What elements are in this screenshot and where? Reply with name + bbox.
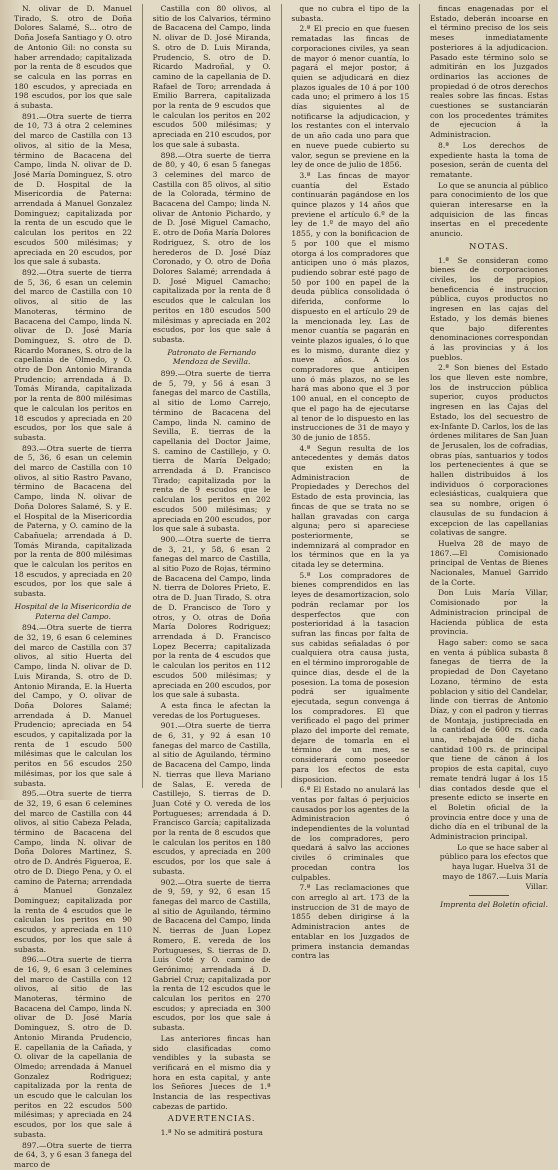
paragraph: 897.—Otra suerte de tierra de 64, 3, y 6 esan 3 fanega del marco de <box>14 1140 132 1169</box>
paragraph: 898.—Otra suerte de tierra de 80, y 40, 6 esan 5 fanegas 3 celemines del marco de Castilla con 85 olivos, al sitio de la Colorada, término de Bacacena del Campo; linda N. olivar de Antonio Pichardo, y de D. José Miguel Camacho, E. otro de Doña María Dolores Rodriguez, S. otro de los herederos de D. José Díaz Coronado, y O. otro de Doña Dolores Salamé; arrendada á D. José Miguel Camacho; capitalizada por la renta de 8 escudos que le calculan los peritos en 180 escudos 500 milésimas y apreciada en 202 escudos, por los que sale á subasta. <box>152 150 271 344</box>
paragraph: Don Luis María Villar, Comisionado por la Administracion principal de Hacienda pública de esta provincia. <box>430 588 548 637</box>
paragraph: 893.—Otra suerte de tierra de 5, 36, 6 esan un celemin del marco de Castilla con 10 olivos, al sitio Rastro Pavano, término de Bacacena del Campo, linda N. olivar de Doña Dolores Salamé, S. y E. el Hospital de la Misericordia de Paterna, y O. camino de la Cabañuela; arrendada á D. Tomás Miranda, capitalizada por la renta de 800 milésimas que le calculan los peritos en 18 escudos, y apreciada en 20 escudos, por los que sale á subasta. <box>14 443 132 599</box>
paragraph: N. olivar de D. Manuel Tirado, S. otro de Doña Dolores Salamé, S... otro de Doña Josefa Santiago y O. otro de Antonio Gil: no consta su haber arrendado; capitalizada por la renta de 8 escudos que se calcula en las porras en 180 escudos, y apreciada en 198 escudos, por los que sale á subasta. <box>14 4 132 111</box>
paragraph: 2.ª El precio en que fuesen rematadas las fincas de corporaciones civiles, ya sean de mayor ó menor cuantía, lo pagará el mejor postor, á quien se adjudicará en diez plazos iguales de 10 á por 100 cada uno; el primero á los 15 días siguientes al de notificarse la adjudicacion, y los restantes con el intervalo de un año cada uno para que en nueve puede cubierto su valor, segun se previene en la ley de once de julio de 1856. <box>291 24 410 170</box>
paragraph: 896.—Otra suerte de tierra de 16, 9, 6 esan 3 celemines del marco de Castilla con 12 olivos, al sitio de las Manoteras, término de Bacacena del Campo, linda N. olivar de D. José María Dominguez, S. otro de D. Antonio Miranda Prudencio, E. capellania de la Cañada, y O. olivar de la capellania de Olmedo; arrendada á Manuel Gonzalez Rodriguez; capitalizada por la renta de un escudo que le calculan los peritos en 22 escudos 500 milésimas; y apreciada en 24 escudos, por los que sale á subasta. <box>14 955 132 1139</box>
column-divider <box>281 4 282 788</box>
paragraph: Las anteriores fincas han sido clasificadas como vendibles y la subasta se verificará en el mismo dia y hora en esta capital, y ante los Señores Jueces de 1.ª Instancia de las respectivas cabezas de partido. <box>152 1033 271 1111</box>
paragraph: 2.ª Son bienes del Estado los que lleven este nombre, los de instruccion pública superior, cuyos productos ingresen en las Cajas del Estado, los del secuestro de ex-Infante D. Carlos, los de las órdenes militares de San Juan de Jerusalen, los de cofradias, obras pías, santuarios y todos los pertenecientes á que se hallen distribuidos á los individuos ó corporaciones eclesiásticas, cualquiera que sea su nombre, origen ó clausulas de su fundacion á excepcion de las capellanias colativas de sangre. <box>430 363 548 538</box>
column-2 <box>152 4 271 1138</box>
paragraph: 891.—Otra suerte de tierra de 10, 73 á otra 2 celemines del marco de Castilla con 13 olivos, al sitio de la Mesa, término de Bacacena del Campo, linda N. olivar de D. José María Dominguez, S. otro de D. Hospital de la Misericordia de Paterna: arrendada á Manuel Gonzalez Dominguez; capitalizada por la renta de un escudo que le calculan los peritos en 22 escudos 500 milésimas; y apreciada en 20 escudos, por los que sale á subasta. <box>14 111 132 267</box>
paragraph: 1.ª No se admitirá postura <box>160 1128 263 1138</box>
paragraph: 1.ª Se consideran como bienes de corporaciones civiles, los de propios, beneficencia é instruccion pública, cuyos productos no ingresen en las cajas del Estado, y los demás bienes que bajo diferentes denominaciones correspondan á las provincias y á los pueblos. <box>430 255 548 362</box>
paragraph: fincas enagenadas por el Estado, deberán incoarse en el término preciso de los seis meses inmediatamente posteriores á la adjudicacion. Pasado este término solo se admitirán en los Juzgados ordinarios las acciones de propiedad ó de otros derechos reales sobre las fincas. Estas cuestiones se sustanciarán con los procedentes trámites de ejecucion á la Administracion. <box>430 4 548 140</box>
paragraph: 892.—Otra suerte de tierra de 5, 36, 6 esan un celemin del marco de Castilla con 10 olivos, al sitio de las Manoteras, término de Bacacena del Campo, linda N. olivar de D. José María Dominguez, S. otro de D. Ricardo Moranes, S. otro de la capellania de Olmedo, y O. otro de Don Antonio Miranda Prudencio; arrendada á D. Tomás Miranda, capitalizada por la renta de 800 milésimas que le calculan los peritos en 18 escudos y apreciada en 20 escudos, por los que sale á subasta. <box>14 267 132 442</box>
printer-imprint: Imprenta del Boletin oficial. <box>440 900 548 910</box>
paragraph: 3.ª Las fincas de mayor cuantía del Estado continuarán pagándose en los quince plazos y 14 años que previene el artículo 6.º de la ley de 1.º de mayo del año 1855, y con la bonificacion de 5 por 100 que el mismo otorga á los compradores que anticipen uno ó más plazos, pudiendo sobrar esté pago de 50 por 100 en papel de la deuda pública consolidada ó diferida, conforme lo dispuesto en el artículo 29 de la mencionada ley. Las de menor cuantía se pagarán en veinte plazos iguales, ó lo que es lo mismo, durante diez y nueve años. A los compradores que anticipen uno ó más plazos, no se les hará mas abono que el 3 por 100 anual, en el concepto de que el pago ha de ejecutarse al tenor de lo dispuesto en las instrucciones de 31 de mayo y 30 de junio de 1855. <box>291 170 410 442</box>
column-4 <box>430 4 548 910</box>
section-title: Hospital de la Misericordia de Paterna del Campo. <box>14 601 132 621</box>
paragraph: 901.—Otra suerte de tierra de 6, 31, y 92 á esan 10 fanegas del marco de Castilla, al sitio de Aguilando, término de Bacacena del Campo, linda N. tierras que lleva Mariano de Salas, E. vereda de Castillejo, S. tierras de D. Juan Coté y O. vereda de los Portugueses; arrendada á D. Francisco García; capitalizada por la renta de 8 escudos que le calculan los peritos en 180 escudos, y apreciada en 200 escudos, por los que sale á subasta. <box>152 721 271 876</box>
paragraph: 6.ª El Estado no anulará las ventas por faltas ó perjuicios causados por los agentes de la Administracion ó independientes de la voluntad de los compradores, pero quedará á salvo las acciones civiles ó criminales que procedan contra los culpables. <box>291 785 410 882</box>
paragraph: 894.—Otra suerte de tierra de 32, 19, 6 esan 6 celemines del marco de Castilla con 37 olivos, al sitio Huerta del Campo, linda N. olivar de D. Luis Miranda, S. otro de D. Antonio Miranda, E. la Huerta del Campo, y O. olivar de Doña Dolores Salamé; arrendada á D. Manuel Prudencio; apreciada en 54 escudos, y capitalizada por la renta de 1 escudo 500 milésimas que le calculan los peritos en 56 escudos 250 milésimas, por los que sale á subasta. <box>14 623 132 788</box>
paragraph: Castilla con 80 olivos, al sitio de los Calvarios, término de Bacacena del Campo, linda N. olivar de D. José Miranda, S. otro de D. Luis Miranda, Prudencio, S. otro de D. Ricardo Madroñal, y O. camino de la capellania de D. Rafael de Toro; arrendada á Emilio Barrera, capitalizada por la renta de 9 escudos que le calculan los peritos en 202 escudos 500 milésimas; y apreciada en 210 escudos, por los que sale á subasta. <box>152 4 271 149</box>
text-columns <box>14 4 548 1169</box>
section-heading: ADVERTENCIAS. <box>167 1114 256 1125</box>
paragraph: 900.—Otra suerte de tierra de 3, 21, y 58, 6 esan 2 fanegas del marco de Castilla, al sitio Pozo de Rojas, término de Bacacena del Campo, linda N. tierra de Dolores Prieto, E. otra de D. Juan Tirado, S. otra de D. Francisco de Toro y otros, y O. otras de Doña María Dolores Rodriguez; arrendada á D. Francisco Lopez Becerra; capitalizada por la renta de 4 escudos que le calculan los peritos en 112 escudos 500 milésimas; y apreciada en 200 escudos, por los que sale á subasta. <box>152 534 271 700</box>
column-1 <box>14 4 132 1169</box>
paragraph: Hago saber: como se saca en venta á pública subasta 8 fanegas de tierra de la propiedad de Don Cayetano Lozano, término de esta poblacion y sitio del Candelar, linde con tierras de Antonio Díaz, y con el padron y tierras de Montaja, justipreciada en la cantidad de 600 rs. cada una, rebajada de dicha cantidad 100 rs. de principal que tiene de cánon á los propios de esta capital, cuyo remate tendrá lugar á los 15 dias contados desde que el presente edicto se inserte en el Boletin oficial de la provincia entre doce y una de dicho día en el tribunal de la Administracion principal. <box>430 638 548 842</box>
paragraph: Lo que se anuncia al público para conocimiento de los que quieran interesarse en la adquisicion de las fincas insertas en el precedente anuncio. <box>430 180 548 239</box>
paragraph: 895.—Otra suerte de tierra de 32, 19, 6 esan 6 celemines del marco de Castilla con 44 olivos, al sitio Cabeza Pelada, término de Bacacena del Campo, linda N. olivar de Doña Dolores Martinez, S. otro de D. Andrés Figueroa, E. otro de D. Diego Pena, y O. el camino de Paterna; arrendada á Manuel Gonzalez Dominguez; capitalizada por la renta de 4 escudos que le calculan los peritos en 90 escudos, y apreciada en 110 escudos, por los que sale á subasta. <box>14 789 132 954</box>
closing-paragraph: Lo que se hace saber al público para los efectos que haya lugar. Huelva 31 de mayo de 1867.—Luis María Villar. <box>439 842 548 891</box>
paragraph: 8.ª Los derechos de expediente hasta la toma de posesion, serán de cuenta del rematante. <box>430 140 548 179</box>
paragraph: 899.—Otra suerte de tierra de 5, 79, y 56 á esan 3 fanegas del marco de Castilla, al sitio de Lomo Carrejo, término de Bacacena del Campo, linda N. camino de Sevilla, E. tierras de la capellania del Doctor Jaime, S. camino de Castillejo, y O. tierra de María Delgado; arrendada á D. Francisco Tirado; capitalizada por la renta de 9 escudos que le calculan los peritos en 202 escudos 500 milésimas; y apreciada en 200 escudos, por los que sale á subasta. <box>152 369 271 534</box>
column-3 <box>291 4 410 961</box>
column-divider <box>419 4 420 788</box>
paragraph: 902.—Otra suerte de tierra de 9, 59, y 92, 6 esan 15 fanegas del marco de Castilla, al sitio de Aguilando, término de Bacacena del Campo, linda N. tierras de Juan Lopez Romero, E. vereda de los Portugueses, S. tierras de D. Luis Coté y O. camino de Gerónimo; arrendada á D. Gabriel Cruz; capitalizada por la renta de 12 escudos que le calculan los peritos en 270 escudos; y apreciada en 300 escudos, por los que sale á subasta. <box>152 877 271 1033</box>
paragraph: 7.ª Las reclamaciones que con arreglo al art. 173 de la instruccion de 31 de mayo de 1855 deben dirigirse á la Administracion antes de entablar en los Juzgados de primera instancia demandas contra las <box>291 883 410 961</box>
section-title: Patronato de Fernando Mendoza de Sevilla. <box>167 347 256 367</box>
footer-rule <box>469 895 509 896</box>
section-heading: NOTAS. <box>469 241 509 252</box>
paragraph: Huelva 28 de mayo de 1867.—El Comisionado principal de Ventas de Bienes Nacionales, Manuel Garrido de la Corte. <box>430 538 548 587</box>
paragraph: A esta finca le afectan la veredas de los Portugueses. <box>152 700 271 720</box>
paragraph: que no cubra el tipo de la subasta. <box>291 4 410 23</box>
column-divider <box>142 4 143 788</box>
paragraph: 5.ª Los compradores de bienes comprendidos en las leyes de desamortizacion, solo podrán reclamar por los desperfectos que con posterioridad á la tasacion sufran las fincas por falta de sus cabidas señaladas ó por cualquiera otra causa justa, en el término improrogable de quince dias, desde el de la posesion. La toma de posesion podrá ser igualmente ejecutada, segun convenga á los compradores. El que verificado el pago del primer plazo del importe del remate, dejare de tomarla en el término de un mes, se considerará como poseedor para los efectos de esta disposicion. <box>291 570 410 784</box>
paragraph: 4.ª Segun resulta de los antecedentes y demás datos que existen en la Administracion de Propiedades y Derechos del Estado de esta provincia, las fincas de que se trata no se hallan gravadas con carga alguna; pero si apareciese posteriormente, se indemnizará al comprador en los términos que en la ya citada ley se determina. <box>291 443 410 570</box>
